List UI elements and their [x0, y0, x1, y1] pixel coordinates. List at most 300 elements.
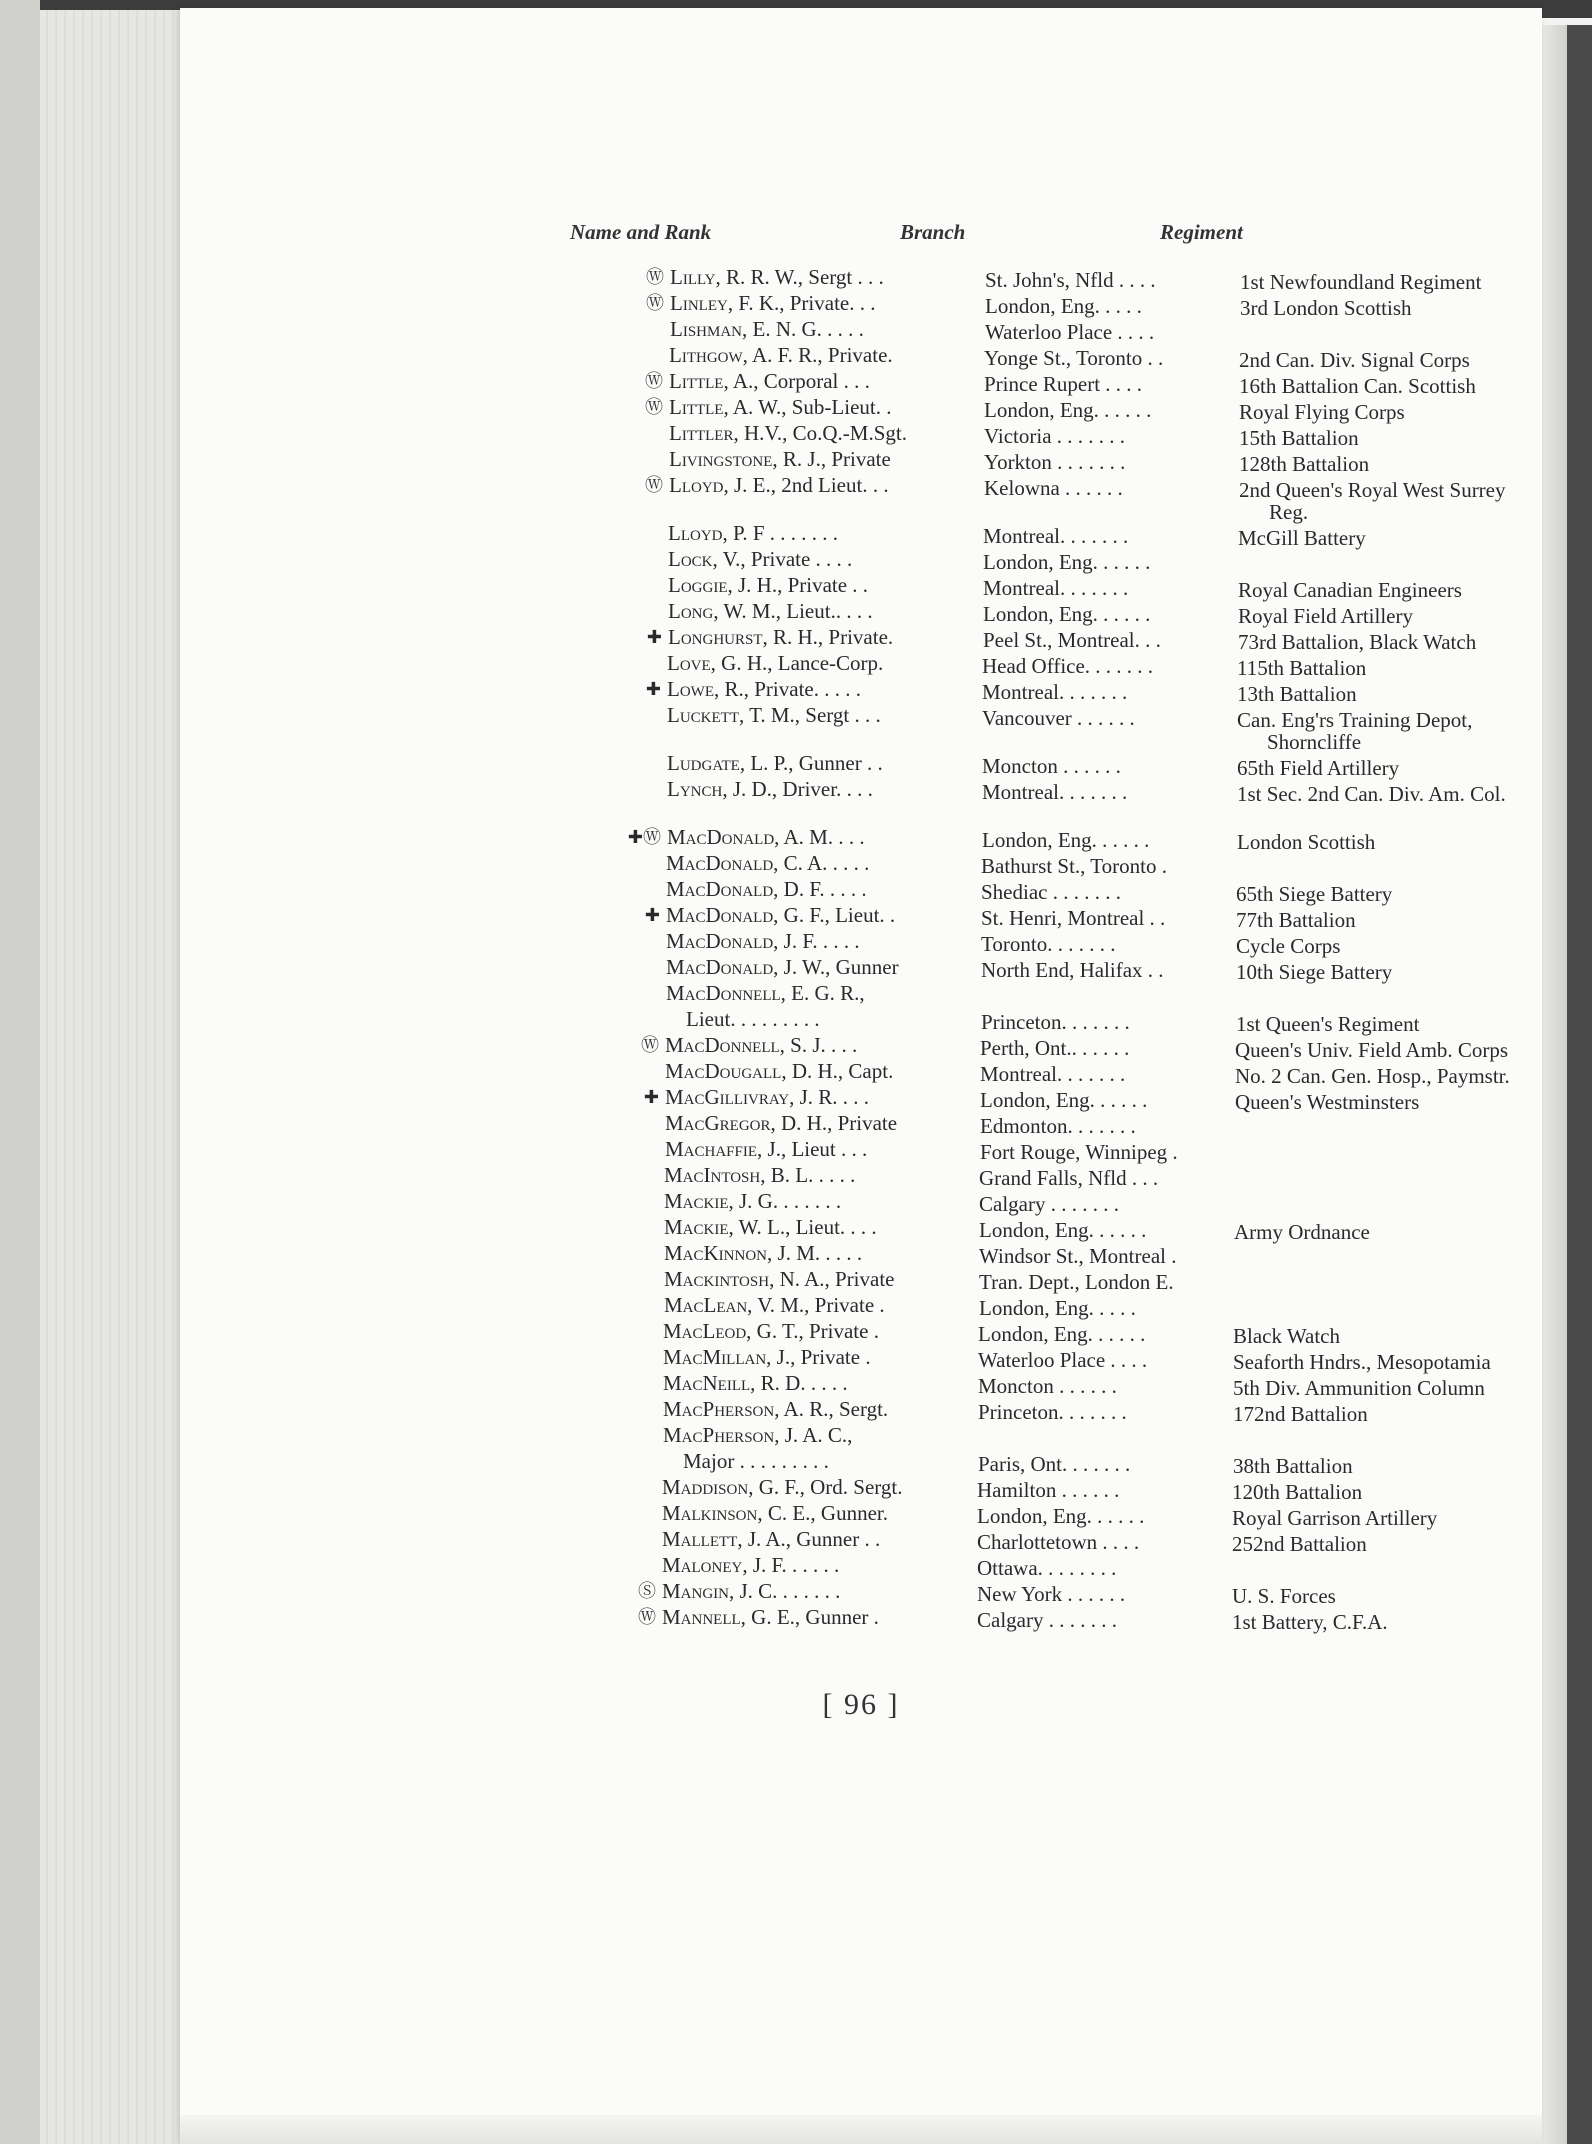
entry-initials-rank: , J. H., Private . .	[727, 573, 869, 597]
entry-name-rank	[666, 876, 867, 902]
entry-surname: Lloyd	[669, 473, 724, 497]
entry-regiment: 38th Battalion	[1233, 1454, 1353, 1478]
entry-branch: Grand Falls, Nfld . . .	[979, 1166, 1159, 1190]
entry-initials-rank: , E. G. R.,	[780, 981, 865, 1005]
entry-regiment: 128th Battalion	[1239, 452, 1370, 476]
list-item	[180, 902, 1542, 932]
entry-surname: Luckett	[667, 703, 739, 727]
entry-branch: Shediac . . . . . . .	[981, 880, 1121, 904]
entry-branch: London, Eng. . . . . .	[980, 1088, 1148, 1112]
list-item	[180, 1136, 1542, 1162]
entry-name-rank	[667, 676, 861, 702]
entry-initials-rank: , R., Private. . . . .	[713, 677, 861, 701]
entry-initials-rank: , W. M., Lieut.. . . .	[713, 599, 873, 623]
entry-surname: MacDonald	[666, 877, 774, 901]
entry-name-rank	[664, 1240, 862, 1266]
entry-name-rank	[664, 1214, 877, 1240]
entry-name-rank	[665, 1084, 869, 1110]
entry-symbol: Ⓦ	[646, 293, 664, 313]
entry-name-rank	[668, 624, 893, 650]
entry-branch: Perth, Ont.. . . . . .	[980, 1036, 1130, 1060]
entry-initials-rank: , R. R. W., Sergt . . .	[715, 265, 884, 289]
entry-initials-rank: , P. F . . . . . . .	[722, 521, 839, 545]
header-regiment: Regiment	[1160, 220, 1243, 244]
entry-initials-rank: , G. F., Lieut. .	[773, 903, 896, 927]
entry-surname: Maddison	[662, 1475, 749, 1499]
entry-symbol: ✚	[646, 627, 662, 647]
entry-regiment: London Scottish	[1237, 830, 1376, 854]
entry-branch: New York . . . . . .	[977, 1582, 1126, 1606]
entry-surname: MacGillivray	[665, 1085, 790, 1109]
list-item	[180, 264, 1542, 294]
entry-branch: Bathurst St., Toronto .	[981, 854, 1167, 878]
entry-surname: Ludgate	[667, 751, 740, 775]
entry-initials-rank: , L. P., Gunner . .	[739, 751, 883, 775]
entry-name-rank	[666, 902, 895, 928]
list-item	[180, 1604, 1542, 1634]
entry-regiment-continuation: Shorncliffe	[1267, 730, 1362, 754]
entry-regiment: Royal Garrison Artillery	[1232, 1506, 1438, 1530]
entry-name-rank	[663, 1344, 871, 1370]
entry-initials-rank: , J., Lieut . . .	[757, 1137, 868, 1161]
entry-branch: London, Eng. . . . . .	[978, 1322, 1146, 1346]
entry-initials-rank: , A. R., Sergt.	[774, 1397, 889, 1421]
entry-name-rank	[663, 1318, 879, 1344]
entry-initials-rank: , J. D., Driver. . . .	[722, 777, 873, 801]
entry-branch: Montreal. . . . . . .	[980, 1062, 1126, 1086]
entry-name-rank	[668, 546, 852, 572]
entry-branch: Moncton . . . . . .	[982, 754, 1121, 778]
entry-regiment: 1st Queen's Regiment	[1236, 1012, 1420, 1036]
entry-name-rank	[664, 1292, 885, 1318]
entry-initials-rank: , J. E., 2nd Lieut. . .	[723, 473, 889, 497]
entry-surname: MacDougall	[665, 1059, 782, 1083]
entry-surname: Lithgow	[669, 343, 743, 367]
list-item	[180, 1214, 1542, 1244]
list-item	[180, 1032, 1542, 1062]
entry-branch: London, Eng. . . . . .	[983, 602, 1151, 626]
list-item-continuation	[180, 1006, 1542, 1036]
entry-branch: St. Henri, Montreal . .	[981, 906, 1166, 930]
list-item	[180, 546, 1542, 572]
entry-branch: Charlottetown . . . .	[977, 1530, 1140, 1554]
entry-regiment: Royal Field Artillery	[1238, 604, 1413, 628]
entry-branch: Waterloo Place . . . .	[985, 320, 1155, 344]
entry-name-rank	[669, 446, 891, 472]
entry-symbol: Ⓦ	[645, 397, 663, 417]
entry-rank-continuation: Lieut. . . . . . . . .	[686, 1007, 820, 1031]
list-item-continuation	[180, 1448, 1542, 1478]
entry-name-rank	[663, 1396, 888, 1422]
entry-regiment: 1st Newfoundland Regiment	[1240, 270, 1482, 294]
entry-branch: Calgary . . . . . . .	[977, 1608, 1117, 1632]
entry-symbol: ✚	[645, 679, 661, 699]
entry-regiment: Royal Flying Corps	[1239, 400, 1405, 424]
entry-initials-rank: , J. G. . . . . . .	[728, 1189, 842, 1213]
entry-surname: Mallett	[662, 1527, 738, 1551]
list-item	[180, 1110, 1542, 1136]
entry-initials-rank: , J. R. . . .	[789, 1085, 870, 1109]
entry-regiment: 77th Battalion	[1236, 908, 1356, 932]
list-item	[180, 1318, 1542, 1348]
right-page-shade	[1542, 25, 1567, 2144]
list-item	[180, 1162, 1542, 1188]
list-item	[180, 290, 1542, 320]
list-item	[180, 1500, 1542, 1530]
entry-name-rank	[668, 572, 868, 598]
entry-surname: Linley	[670, 291, 728, 315]
entry-initials-rank: , A., Corporal . . .	[723, 369, 870, 393]
entry-symbol: ✚Ⓦ	[627, 827, 661, 847]
entry-branch: Waterloo Place . . . .	[978, 1348, 1148, 1372]
entry-regiment: Can. Eng'rs Training Depot,	[1237, 708, 1473, 732]
list-item	[180, 1526, 1542, 1556]
list-item	[180, 1474, 1542, 1504]
list-item	[180, 420, 1542, 450]
header-name-and-rank: Name and Rank	[570, 220, 712, 244]
entry-initials-rank: , D. H., Private	[770, 1111, 898, 1135]
entry-branch: London, Eng. . . . . .	[984, 398, 1152, 422]
entry-regiment: 10th Siege Battery	[1236, 960, 1393, 984]
list-item	[180, 572, 1542, 602]
list-item	[180, 316, 1542, 342]
entry-initials-rank: , J. C. . . . . . .	[729, 1579, 841, 1603]
entry-regiment: 1st Battery, C.F.A.	[1232, 1610, 1388, 1634]
header-branch: Branch	[900, 220, 966, 244]
entry-name-rank	[666, 928, 860, 954]
entry-regiment: 65th Siege Battery	[1236, 882, 1393, 906]
entry-name-rank	[669, 472, 889, 498]
list-item	[180, 1344, 1542, 1374]
entry-rank-continuation: Major . . . . . . . . .	[683, 1449, 829, 1473]
entry-initials-rank: , G. H., Lance-Corp.	[710, 651, 884, 675]
entry-initials-rank: , J. A., Gunner . .	[737, 1527, 881, 1551]
entry-branch: Prince Rupert . . . .	[984, 372, 1143, 396]
entry-surname: MacDonald	[666, 903, 774, 927]
entry-surname: Littler	[669, 421, 734, 445]
list-item	[180, 850, 1542, 876]
list-item	[180, 446, 1542, 476]
list-item	[180, 1188, 1542, 1214]
entry-regiment: Cycle Corps	[1236, 934, 1341, 958]
entry-initials-rank: , A. F. R., Private.	[742, 343, 893, 367]
entry-branch: Windsor St., Montreal .	[979, 1244, 1177, 1268]
entry-surname: MacLean	[664, 1293, 748, 1317]
list-item	[180, 824, 1542, 854]
entry-symbol: ✚	[643, 1087, 659, 1107]
entry-name-rank	[663, 1422, 852, 1448]
entry-name-rank	[670, 290, 875, 316]
entry-regiment: Black Watch	[1233, 1324, 1340, 1348]
entry-symbol: Ⓦ	[645, 475, 663, 495]
entry-branch: London, Eng. . . . . .	[977, 1504, 1145, 1528]
list-item	[180, 1422, 1542, 1448]
list-item	[180, 1292, 1542, 1318]
entry-initials-rank: , D. F. . . . .	[773, 877, 867, 901]
entry-branch: Montreal. . . . . . .	[983, 524, 1129, 548]
entry-name-rank	[662, 1604, 879, 1630]
page-stack-edge	[40, 10, 180, 2144]
entry-branch: Calgary . . . . . . .	[979, 1192, 1119, 1216]
entry-surname: Long	[668, 599, 714, 623]
entry-name-rank	[662, 1474, 902, 1500]
entry-initials-rank: , G. F., Ord. Sergt.	[748, 1475, 903, 1499]
entry-surname: Lilly	[670, 265, 716, 289]
entry-initials-rank: , J. F. . . . . .	[742, 1553, 840, 1577]
list-item	[180, 954, 1542, 984]
entry-surname: MacDonald	[667, 825, 775, 849]
entry-regiment: 3rd London Scottish	[1240, 296, 1412, 320]
entry-regiment: Seaforth Hndrs., Mesopotamia	[1233, 1350, 1491, 1374]
entry-branch: St. John's, Nfld . . . .	[985, 268, 1156, 292]
entry-branch: Princeton. . . . . . .	[981, 1010, 1130, 1034]
entry-regiment-continuation: Reg.	[1269, 500, 1309, 524]
book-edge	[0, 0, 40, 2144]
entry-name-rank	[665, 1110, 897, 1136]
list-item	[180, 520, 1542, 550]
list-item	[180, 928, 1542, 958]
entry-regiment: 2nd Queen's Royal West Surrey	[1239, 478, 1506, 502]
entry-regiment: 120th Battalion	[1232, 1480, 1363, 1504]
entry-name-rank	[669, 368, 870, 394]
entry-regiment: 5th Div. Ammunition Column	[1233, 1376, 1485, 1400]
entry-branch: Victoria . . . . . . .	[984, 424, 1126, 448]
entry-name-rank	[670, 316, 864, 342]
entry-regiment: 172nd Battalion	[1233, 1402, 1368, 1426]
list-item	[180, 650, 1542, 680]
entry-regiment: 13th Battalion	[1237, 682, 1357, 706]
entry-branch: Ottawa. . . . . . . .	[977, 1556, 1117, 1580]
entry-name-rank	[668, 598, 873, 624]
list-item	[180, 394, 1542, 424]
entry-surname: MacDonnell	[666, 981, 781, 1005]
list-item	[180, 1058, 1542, 1088]
entry-surname: Mackie	[664, 1189, 729, 1213]
entry-initials-rank: , J. A. C.,	[774, 1423, 853, 1447]
entry-name-rank	[662, 1526, 880, 1552]
entry-surname: MacPherson	[663, 1423, 775, 1447]
entry-initials-rank: , G. E., Gunner .	[740, 1605, 879, 1629]
entry-branch: Moncton . . . . . .	[978, 1374, 1117, 1398]
book-page	[180, 8, 1542, 2144]
entry-symbol: Ⓦ	[645, 371, 663, 391]
entry-surname: Lloyd	[668, 521, 723, 545]
entry-branch: London, Eng. . . . . .	[982, 828, 1150, 852]
entry-branch: Vancouver . . . . . .	[982, 706, 1135, 730]
entry-surname: MacDonald	[666, 955, 774, 979]
entry-branch: North End, Halifax . .	[981, 958, 1164, 982]
entry-name-rank	[663, 1370, 848, 1396]
entry-surname: Mangin	[662, 1579, 729, 1603]
list-item	[180, 598, 1542, 628]
list-item	[180, 368, 1542, 398]
entry-regiment: Queen's Westminsters	[1235, 1090, 1420, 1114]
right-dark-border	[1567, 25, 1592, 2144]
list-item	[180, 624, 1542, 654]
entry-initials-rank: , J. M. . . . .	[767, 1241, 863, 1265]
entry-surname: Mackintosh	[664, 1267, 770, 1291]
entry-branch: Peel St., Montreal. . .	[983, 628, 1161, 652]
entry-branch: Edmonton. . . . . . .	[980, 1114, 1136, 1138]
list-item	[180, 676, 1542, 706]
entry-initials-rank: , V., Private . . . .	[712, 547, 853, 571]
list-item	[180, 876, 1542, 906]
entry-initials-rank: , G. T., Private .	[746, 1319, 879, 1343]
entry-branch: Toronto. . . . . . .	[981, 932, 1116, 956]
entry-regiment: 1st Sec. 2nd Can. Div. Am. Col.	[1237, 782, 1506, 806]
list-item	[180, 1370, 1542, 1400]
entry-branch: Kelowna . . . . . .	[984, 476, 1123, 500]
entry-initials-rank: , C. A. . . . .	[773, 851, 870, 875]
entry-regiment: 15th Battalion	[1239, 426, 1359, 450]
entry-initials-rank: , J., Private .	[766, 1345, 871, 1369]
entry-surname: Little	[669, 395, 724, 419]
entry-surname: MacGregor	[665, 1111, 771, 1135]
entry-surname: MacKinnon	[664, 1241, 768, 1265]
list-item	[180, 702, 1542, 732]
entry-name-rank	[665, 1032, 857, 1058]
entry-surname: Little	[669, 369, 724, 393]
entry-surname: MacNeill	[663, 1371, 751, 1395]
entry-regiment: Army Ordnance	[1234, 1220, 1370, 1244]
entry-symbol: Ⓦ	[638, 1607, 656, 1627]
entry-branch: Tran. Dept., London E.	[979, 1270, 1174, 1294]
entry-symbol: Ⓦ	[641, 1035, 659, 1055]
entry-initials-rank: , H.V., Co.Q.-M.Sgt.	[733, 421, 907, 445]
entry-name-rank	[662, 1578, 840, 1604]
entry-surname: MacDonald	[666, 929, 774, 953]
bottom-page-shade	[180, 2115, 1542, 2144]
entry-surname: Loggie	[668, 573, 728, 597]
entry-branch: London, Eng. . . . .	[979, 1296, 1136, 1320]
entry-surname: Lishman	[670, 317, 742, 341]
entry-name-rank	[664, 1188, 841, 1214]
entry-name-rank	[667, 750, 883, 776]
entry-branch: Paris, Ont. . . . . . .	[978, 1452, 1131, 1476]
entry-branch: London, Eng. . . . . .	[979, 1218, 1147, 1242]
entry-regiment: 73rd Battalion, Black Watch	[1238, 630, 1477, 654]
entry-surname: MacIntosh	[664, 1163, 761, 1187]
entry-initials-rank: , F. K., Private. . .	[727, 291, 876, 315]
entry-initials-rank: , S. J. . . .	[779, 1033, 858, 1057]
entry-surname: MacPherson	[663, 1397, 775, 1421]
entry-branch: Hamilton . . . . . .	[977, 1478, 1120, 1502]
entry-initials-rank: , W. L., Lieut. . . .	[728, 1215, 877, 1239]
entry-name-rank	[666, 850, 869, 876]
entry-name-rank	[667, 776, 873, 802]
entry-surname: Mannell	[662, 1605, 741, 1629]
list-item	[180, 1552, 1542, 1578]
entry-branch: Yorkton . . . . . . .	[984, 450, 1126, 474]
entry-initials-rank: , R. J., Private	[772, 447, 891, 471]
list-item	[180, 1084, 1542, 1114]
entry-branch: London, Eng. . . . . .	[983, 550, 1151, 574]
entry-name-rank	[669, 342, 893, 368]
entry-initials-rank: , R. H., Private.	[762, 625, 894, 649]
entry-name-rank	[667, 702, 881, 728]
entry-surname: Livingstone	[669, 447, 773, 471]
entry-name-rank	[668, 520, 838, 546]
entry-initials-rank: , D. H., Capt.	[781, 1059, 894, 1083]
entry-surname: Lock	[668, 547, 713, 571]
entry-regiment: McGill Battery	[1238, 526, 1366, 550]
entry-initials-rank: , C. E., Gunner.	[757, 1501, 888, 1525]
entry-branch: Montreal. . . . . . .	[982, 780, 1128, 804]
page-number: [ 96 ]	[822, 1688, 900, 1721]
entry-name-rank	[670, 264, 884, 290]
column-headers	[180, 220, 1542, 260]
entry-surname: Love	[667, 651, 711, 675]
entry-regiment: 252nd Battalion	[1232, 1532, 1367, 1556]
entry-initials-rank: , T. M., Sergt . . .	[739, 703, 881, 727]
entry-regiment: 16th Battalion Can. Scottish	[1239, 374, 1476, 398]
entry-initials-rank: , A. W., Sub-Lieut. .	[723, 395, 892, 419]
entry-surname: Machaffie	[665, 1137, 758, 1161]
entry-symbol: Ⓢ	[638, 1581, 656, 1601]
entry-regiment: 65th Field Artillery	[1237, 756, 1400, 780]
entry-name-rank	[664, 1162, 855, 1188]
list-item	[180, 980, 1542, 1006]
entry-initials-rank: , V. M., Private .	[747, 1293, 885, 1317]
entry-branch: Princeton. . . . . . .	[978, 1400, 1127, 1424]
entry-name-rank	[666, 980, 865, 1006]
entry-initials-rank: , A. M. . . .	[774, 825, 865, 849]
entry-regiment: Royal Canadian Engineers	[1238, 578, 1462, 602]
list-item	[180, 1240, 1542, 1266]
entry-symbol: Ⓦ	[646, 267, 664, 287]
entry-surname: MacDonald	[666, 851, 774, 875]
entry-branch: Montreal. . . . . . .	[982, 680, 1128, 704]
entry-regiment: 115th Battalion	[1237, 656, 1367, 680]
list-item	[180, 776, 1542, 806]
entry-surname: Mackie	[664, 1215, 729, 1239]
entry-name-rank	[669, 394, 892, 420]
entry-name-rank	[664, 1266, 894, 1292]
list-item	[180, 1396, 1542, 1426]
entry-surname: MacDonnell	[665, 1033, 780, 1057]
entry-regiment: Queen's Univ. Field Amb. Corps	[1235, 1038, 1509, 1062]
entry-initials-rank: , E. N. G. . . . .	[742, 317, 864, 341]
entry-branch: London, Eng. . . . .	[985, 294, 1142, 318]
entry-surname: Lynch	[667, 777, 723, 801]
entry-regiment: No. 2 Can. Gen. Hosp., Paymstr.	[1235, 1064, 1510, 1088]
entry-branch: Yonge St., Toronto . .	[984, 346, 1164, 370]
entry-surname: Longhurst	[668, 625, 763, 649]
entry-name-rank	[665, 1058, 893, 1084]
entry-name-rank	[662, 1500, 888, 1526]
entry-initials-rank: , J. W., Gunner	[773, 955, 899, 979]
entry-surname: Lowe	[667, 677, 714, 701]
entry-regiment: U. S. Forces	[1232, 1584, 1336, 1608]
entry-branch: Head Office. . . . . . .	[982, 654, 1154, 678]
entry-surname: Maloney	[662, 1553, 743, 1577]
list-item	[180, 1266, 1542, 1292]
entry-branch: Fort Rouge, Winnipeg .	[980, 1140, 1178, 1164]
entry-name-rank	[667, 650, 883, 676]
entry-surname: MacMillan	[663, 1345, 767, 1369]
entry-initials-rank: , B. L. . . . .	[760, 1163, 856, 1187]
entry-initials-rank: , J. F. . . . .	[773, 929, 860, 953]
entry-initials-rank: , N. A., Private	[769, 1267, 895, 1291]
entry-name-rank	[666, 954, 899, 980]
entry-symbol: ✚	[644, 905, 660, 925]
list-item	[180, 342, 1542, 372]
entry-regiment: 2nd Can. Div. Signal Corps	[1239, 348, 1470, 372]
entry-initials-rank: , R. D. . . . .	[750, 1371, 848, 1395]
list-item	[180, 472, 1542, 502]
list-item	[180, 1578, 1542, 1608]
entry-name-rank	[665, 1136, 867, 1162]
